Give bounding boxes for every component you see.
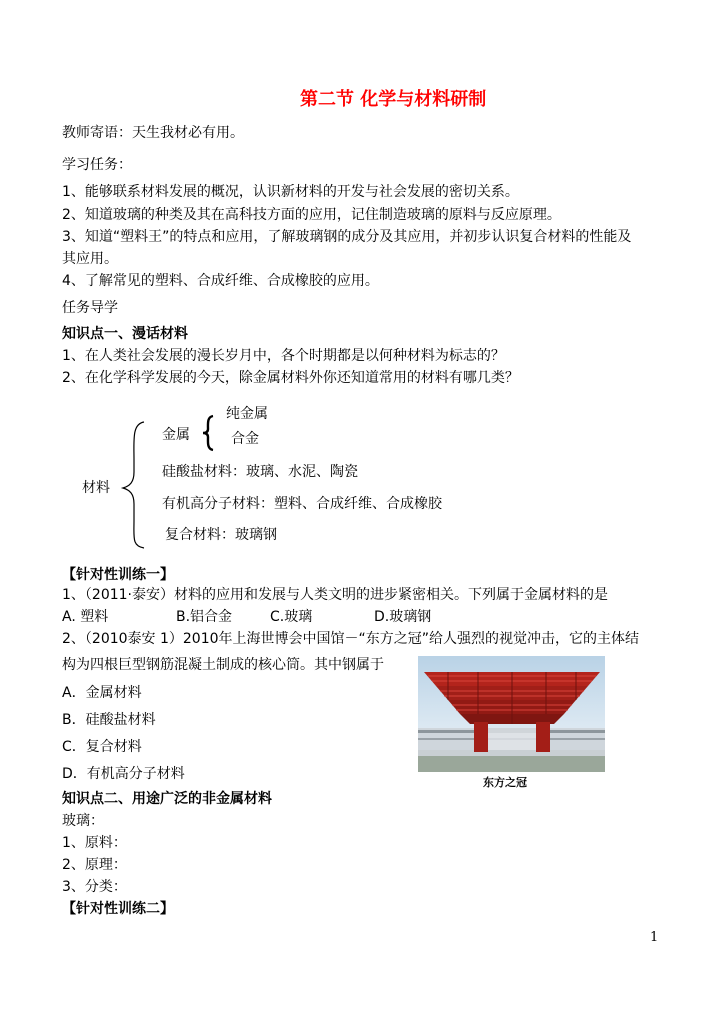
question: 2、在化学科学发展的今天，除金属材料外你还知道常用的材料有哪几类？ — [62, 370, 519, 386]
tree-metal: 金属 — [162, 427, 190, 443]
knowledge-point-2-heading: 知识点二、用途广泛的非金属材料 — [62, 791, 272, 807]
teacher-motto: 教师寄语：天生我材必有用。 — [62, 125, 244, 141]
option: B．硅酸盐材料 — [62, 712, 156, 728]
knowledge-point-1-heading: 知识点一、漫话材料 — [62, 326, 188, 342]
task-item: 2、知道玻璃的种类及其在高科技方面的应用，记住制造玻璃的原料与反应原理。 — [62, 207, 561, 223]
page-title: 第二节 化学与材料研制 — [300, 89, 487, 110]
option: D.玻璃钢 — [374, 609, 432, 625]
tree-root: 材料 — [82, 480, 110, 496]
large-brace — [120, 420, 150, 550]
task-item: 其应用。 — [62, 251, 118, 267]
task-item: 4、了解常见的塑料、合成纤维、合成橡胶的应用。 — [62, 273, 379, 289]
task-item: 1、能够联系材料发展的概况，认识新材料的开发与社会发展的密切关系。 — [62, 184, 519, 200]
list-item: 2、原理： — [62, 857, 127, 873]
tasks-heading: 学习任务： — [62, 157, 132, 173]
option: C．复合材料 — [62, 739, 142, 755]
option: A．金属材料 — [62, 685, 142, 701]
china-pavilion-photo — [418, 656, 605, 772]
list-item: 1、原料： — [62, 835, 127, 851]
task-item: 3、知道“塑料王”的特点和应用，了解玻璃钢的成分及其应用，并初步认识复合材料的性能及 — [62, 229, 632, 245]
tree-composite: 复合材料：玻璃钢 — [165, 527, 277, 543]
task-guide-heading: 任务导学 — [62, 300, 118, 316]
list-item: 3、分类： — [62, 879, 127, 895]
option: D．有机高分子材料 — [62, 766, 185, 782]
photo-caption: 东方之冠 — [483, 776, 527, 789]
question: 1、在人类社会发展的漫长岁月中，各个时期都是以何种材料为标志的？ — [62, 348, 505, 364]
question: 构为四根巨型钢筋混凝土制成的核心筒。其中钢属于 — [62, 657, 384, 673]
option: B.铝合金 — [176, 609, 233, 625]
training-2-heading: 【针对性训练二】 — [62, 901, 174, 917]
tree-alloy: 合金 — [231, 431, 259, 447]
tree-polymer: 有机高分子材料：塑料、合成纤维、合成橡胶 — [162, 496, 442, 512]
option: A. 塑料 — [62, 609, 109, 625]
question: 2、（2010泰安 1）2010年上海世博会中国馆－“东方之冠”给人强烈的视觉冲击，它的主体结 — [62, 631, 640, 647]
small-brace — [200, 414, 216, 452]
question: 1、（2011·泰安）材料的应用和发展与人类文明的进步紧密相关。下列属于金属材料的是 — [62, 587, 608, 603]
glass-label: 玻璃： — [62, 813, 104, 829]
page-number: 1 — [650, 930, 659, 945]
tree-silicate: 硅酸盐材料：玻璃、水泥、陶瓷 — [162, 464, 358, 480]
option: C.玻璃 — [270, 609, 313, 625]
training-1-heading: 【针对性训练一】 — [62, 567, 174, 583]
tree-pure-metal: 纯金属 — [226, 406, 268, 422]
